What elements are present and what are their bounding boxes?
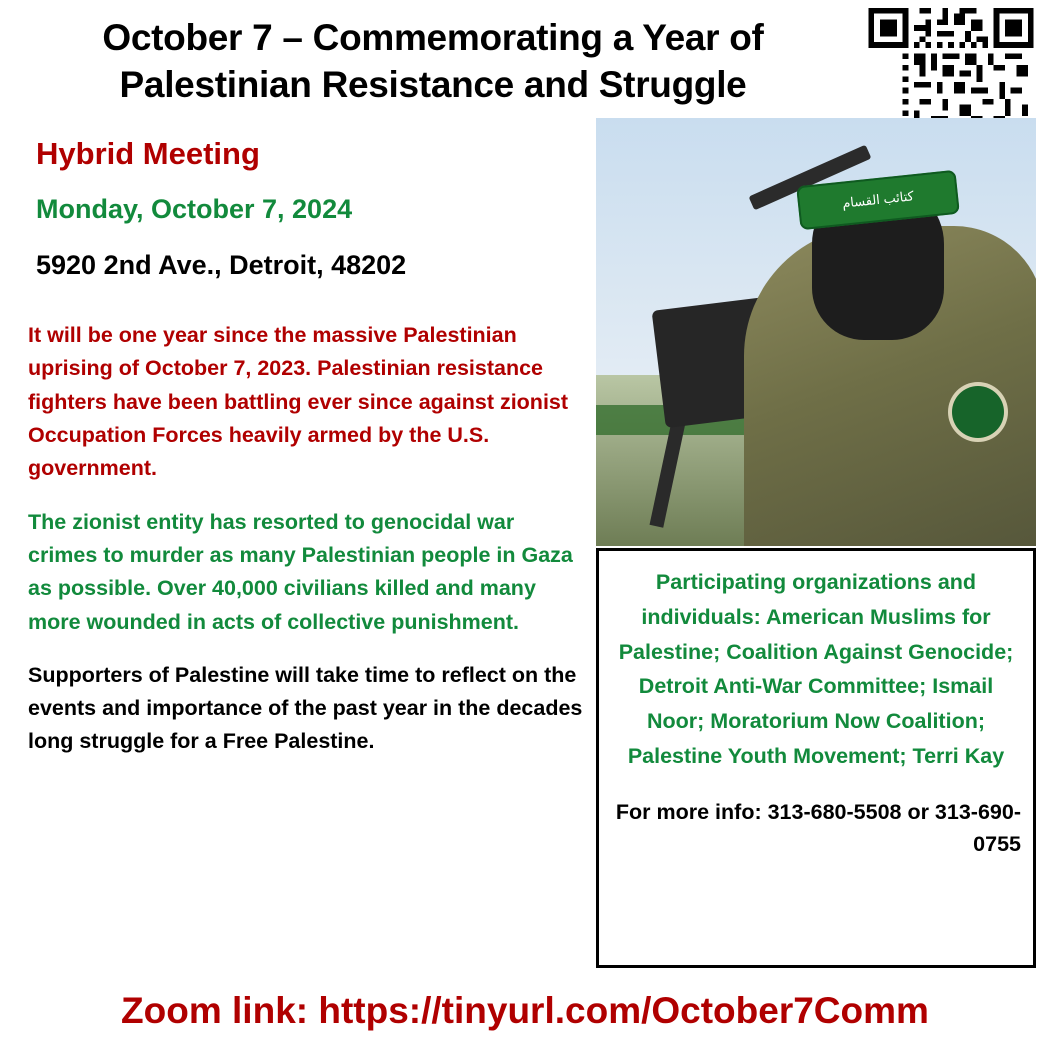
- paragraph-3: Supporters of Palestine will take time to reflect on the events and importance of the past year in the decades long struggle for a Free Palestine.: [28, 662, 583, 754]
- organizations-box: [596, 548, 1036, 968]
- meeting-type: Hybrid Meeting: [36, 136, 260, 171]
- event-address: 5920 2nd Ave., Detroit, 48202: [36, 250, 407, 280]
- zoom-link[interactable]: Zoom link: https://tinyurl.com/October7Comm: [121, 990, 929, 1031]
- headband-text: كتائب القسام: [841, 188, 915, 211]
- left-column: [28, 130, 583, 779]
- paragraph-2: The zionist entity has resorted to genocidal war crimes to murder as many Palestinian people in Gaza as possible. Over 40,000 civilians killed and many more wounded in acts of collective punishment.: [28, 509, 573, 634]
- event-date: Monday, October 7, 2024: [36, 194, 353, 224]
- paragraph-1: It will be one year since the massive Palestinian uprising of October 7, 2023. Palestinian resistance fighters have been battling ever since against zionist Occupation Forces heavily armed by the U.S. government.: [28, 323, 569, 481]
- contact-info: For more info: 313-680-5508 or 313-690-0755: [615, 799, 1021, 857]
- fighter-photo: [596, 118, 1036, 546]
- body-text: [28, 319, 583, 759]
- fighter-arm-patch: [952, 386, 1004, 438]
- page-title: October 7 – Commemorating a Year of Palestinian Resistance and Struggle: [102, 17, 764, 106]
- organizations-text: Participating organizations and individuals: American Muslims for Palestine; Coalition Against Genocide; Detroit Anti-War Committee; Ismail Noor; Moratorium Now Coalition; Palestine Youth Movement; Terri Kay: [618, 570, 1014, 769]
